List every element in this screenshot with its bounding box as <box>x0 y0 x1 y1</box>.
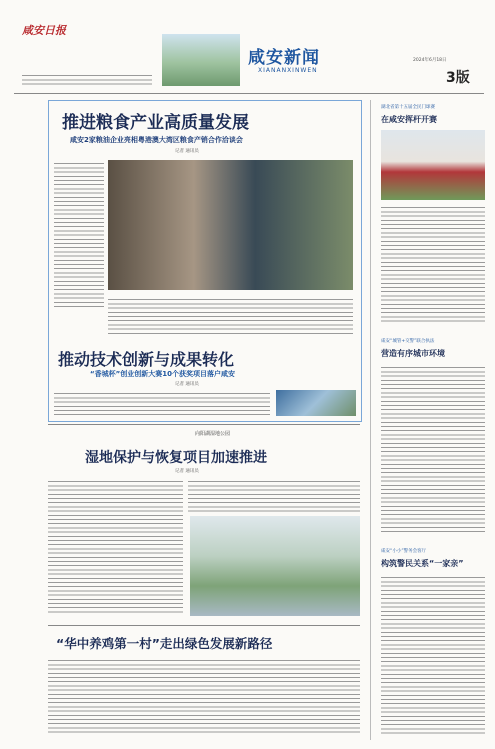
story4-headline: “华中养鸡第一村”走出绿色发展新路径 <box>56 636 273 651</box>
page-number: 3版 <box>446 70 470 86</box>
story3-body-right <box>188 478 360 513</box>
masthead-meta <box>22 72 152 86</box>
sidebar1-body <box>381 204 485 324</box>
sidebar3-body <box>381 574 485 734</box>
masthead-rule <box>14 93 484 94</box>
section-subtitle: XIANANXINWEN <box>258 67 318 74</box>
story4-rule <box>48 625 360 626</box>
story2-headline: 推动技术创新与成果转化 <box>58 350 235 369</box>
sidebar3-title: 构筑警民关系“一家亲” <box>381 559 464 568</box>
story3-kicker: 向阳湖湿地公园 <box>195 431 231 437</box>
sidebar1-title: 在咸安挥杆开赛 <box>381 115 437 124</box>
masthead-photo <box>162 34 240 86</box>
story2-body <box>54 390 270 416</box>
sidebar1-kicker: 湖北省第十五届全民门球赛 <box>381 105 435 110</box>
lead-body-col1 <box>54 160 104 310</box>
sidebar1-photo <box>381 130 485 200</box>
lead-subhead: 咸安2家粮油企业亮相粤港澳大湾区粮食产销合作洽谈会 <box>70 136 243 144</box>
story3-headline: 湿地保护与恢复项目加速推进 <box>85 450 267 466</box>
lead-byline: 记者 通讯员 <box>175 149 199 154</box>
section-title: 咸安新闻 <box>248 48 320 68</box>
story3-byline: 记者 通讯员 <box>175 469 199 474</box>
sidebar-divider <box>370 100 371 740</box>
newspaper-brand: 咸安日报 <box>22 24 66 37</box>
sidebar3-kicker: 咸安“小小”警务会客厅 <box>381 549 427 554</box>
story2-byline: 记者 通讯员 <box>175 382 199 387</box>
issue-date: 2024年6月18日 <box>413 58 447 63</box>
sidebar2-kicker: 咸安“城管+交警”联合执法 <box>381 339 435 344</box>
story2-subhead: “香城杯”创业创新大赛10个获奖项目落户咸安 <box>90 370 235 378</box>
sidebar2-body <box>381 364 485 534</box>
lead-body-cols <box>108 296 353 336</box>
story2-photo <box>276 390 356 416</box>
story3-rule <box>48 424 360 425</box>
lead-photo <box>108 160 353 290</box>
sidebar2-title: 营造有序城市环境 <box>381 349 445 358</box>
lead-headline: 推进粮食产业高质量发展 <box>62 113 249 133</box>
story3-body-left <box>48 478 183 613</box>
story4-body <box>48 657 360 735</box>
story3-photo <box>190 516 360 616</box>
